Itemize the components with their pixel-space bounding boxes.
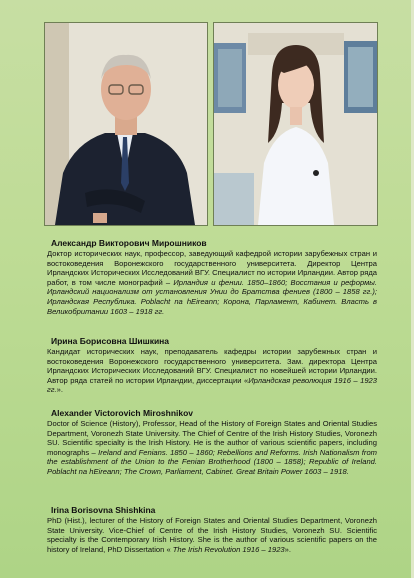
man-portrait-image [45,23,207,225]
portrait-photo-right [213,22,378,226]
bio-text: PhD (Hist.), lecturer of the History of Foreign States and Oriental Studies Department, Voronezh State University. Vice-Chief of Centre of the Irish History Studies, Voronezh SU. Scientific specialty is the Contemporary Irish History. She is the author of various scientific papers on the history of Ireland, PhD Dissertation « The Irish Revolution 1916 – 1923». [47,516,377,554]
bio-works: Ireland and Fenians. 1850 – 1860; Rebellions and Reforms. Irish Nationalism from the establishment of the Union to the Fenian Brotherhood (1800 – 1858); Republic of Ireland. Poblacht na hEireann; The Crown, Parliament, Cabinet. Great Britain Power 1603 – 1918. [47,447,377,476]
bio-name: Irina Borisovna Shishkina [51,505,156,515]
bio-name: Ирина Борисовна Шишкина [51,336,170,346]
bio-text: Доктор исторических наук, профессор, заведующий кафедрой истории зарубежных стран и востоковедения Воронежского государственного университета. Директор Центра Ирландских Исторических Исследований ВГУ. Специалист по истории Ирландии. Автор ряда работ, в том числе монографий – Ирландия и фении. 1850–1860; Восстания и реформы. Ирландский национализм от установления Унии до Братства фениев (1800 – 1858 гг.); Ирландская Республика. Poblacht na hEireann; Корона, Парламент, Кабинет. Власть в Великобритании 1603 – 1918 гг. [47,249,377,316]
bio-works: Ирландия и фении. 1850–1860; Восстания и реформы. Ирландский национализм от установления Унии до Братства фениев (1800 – 1858 гг.); Ирландская Республика. Poblacht na hEireann; Корона, Парламент, Кабинет. Власть в Великобритании 1603 – 1918 гг. [47,277,377,316]
woman-portrait-image [214,23,377,225]
bio-shishkina-en [47,505,377,554]
bio-works: Ирландская революция 1916 – 1923 гг. [47,375,377,395]
bio-name: Александр Викторович Мирошников [51,238,207,248]
portrait-photo-left [44,22,208,226]
bio-works: The Irish Revolution 1916 – 1923 [172,544,285,554]
bio-miroshnikov-ru [47,238,377,316]
bio-name: Alexander Victorovich Miroshnikov [51,408,194,418]
bio-shishkina-ru [47,336,377,395]
bio-text: Кандидат исторических наук, преподаватель кафедры истории зарубежных стран и востоковедения Воронежского государственного университета. Зам. директора Центра Ирландских Исторических Исследований ВГУ. Специалист по новейшей истории Ирландии. Автор ряда статей по истории Ирландии, диссертации «Ирландская революция 1916 – 1923 гг.». [47,347,377,395]
bio-text: Doctor of Science (History), Professor, Head of the History of Foreign States and Oriental Studies Department, Voronezh State University. The Chief of Centre of the Irish History Studies, Voronezh SU. Scientific specialty is the Irish History. He is the author of various scientific papers, including monographs – Ireland and Fenians. 1850 – 1860; Rebellions and Reforms. Irish Nationalism from the establishment of the Union to the Fenian Brotherhood (1800 – 1858); Republic of Ireland. Poblacht na hEireann; The Crown, Parliament, Cabinet. Great Britain Power 1603 – 1918. [47,419,377,476]
bio-miroshnikov-en [47,408,377,477]
